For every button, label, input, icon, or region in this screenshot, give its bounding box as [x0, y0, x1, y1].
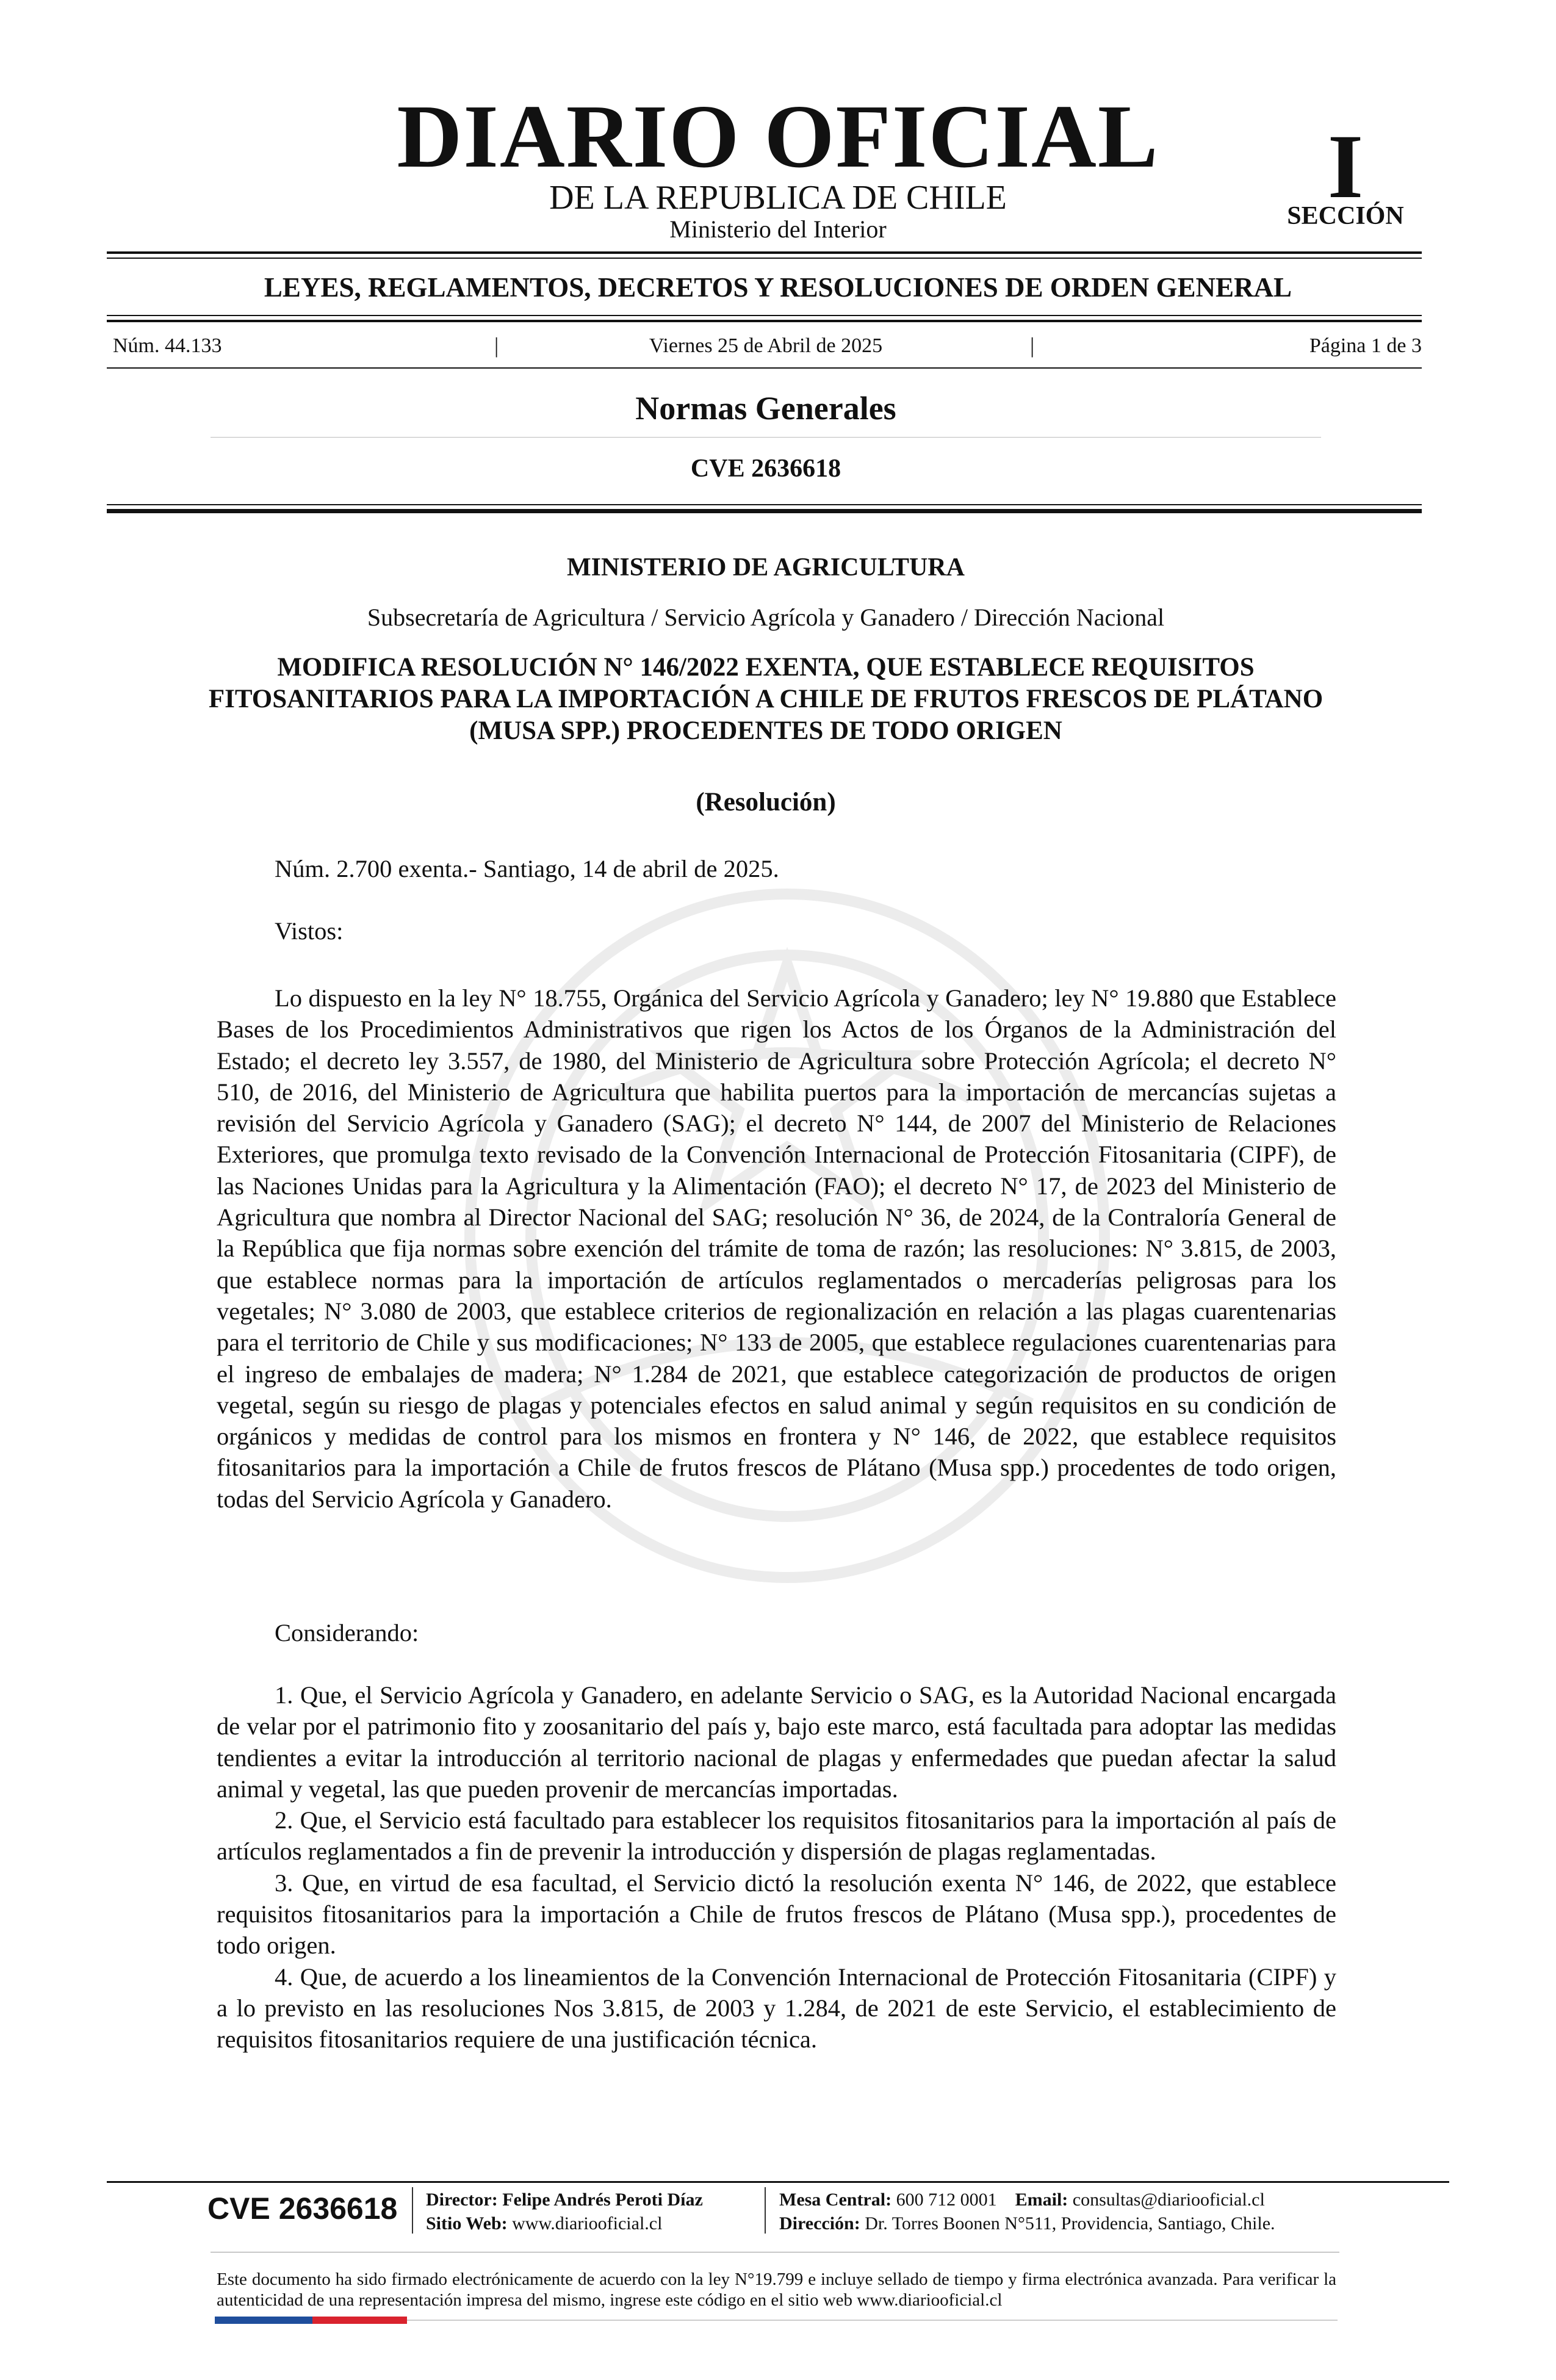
- issuing-ministry: MINISTERIO DE AGRICULTURA: [567, 554, 965, 582]
- considerando-heading: Considerando:: [275, 1619, 419, 1646]
- section-title-rule: [211, 437, 1321, 438]
- footer-address: Dirección: Dr. Torres Boonen N°511, Providencia, Santiago, Chile.: [779, 2213, 1275, 2234]
- considerando-item: 3. Que, en virtud de esa facultad, el Servicio dictó la resolución exenta N° 146, de 2022, que establece requisitos fitosanitarios para la importación a Chile de frutos frescos de Plátano (Musa spp.), procedentes de todo origen.: [217, 1869, 1336, 1960]
- resolution-title: MODIFICA RESOLUCIÓN N° 146/2022 EXENTA, QUE ESTABLECE REQUISITOS FITOSANITARIOS PARA LA IMPORTACIÓN A CHILE DE FRUTOS FRESCOS DE PLÁTANO (MUSA SPP.) PROCEDENTES DE TODO ORIGEN: [208, 653, 1324, 745]
- considerando-item: 2. Que, el Servicio está facultado para establecer los requisitos fitosanitarios para la importación al país de artículos reglamentados a fin de prevenir la introducción y dispersión de plagas reglamentadas.: [217, 1806, 1336, 1866]
- issue-separator: |: [1030, 333, 1035, 358]
- footer-director: Director: Felipe Andrés Peroti Díaz: [426, 2190, 703, 2210]
- category-rule-thin: [107, 315, 1422, 316]
- issue-rule: [107, 367, 1422, 369]
- category-heading: LEYES, REGLAMENTOS, DECRETOS Y RESOLUCIONES DE ORDEN GENERAL: [264, 272, 1292, 303]
- footer-divider: [765, 2187, 766, 2234]
- flag-bar-line: [407, 2320, 1338, 2321]
- footer-divider: [412, 2187, 413, 2234]
- flag-bar-blue: [215, 2317, 312, 2324]
- flag-bar-red: [312, 2317, 407, 2324]
- cve-rule-thin: [107, 504, 1422, 505]
- page-indicator: Página 1 de 3: [1309, 334, 1422, 357]
- section-label: SECCIÓN: [1287, 202, 1404, 230]
- issue-date: Viernes 25 de Abril de 2025: [649, 334, 883, 357]
- footer-notice: Este documento ha sido firmado electrónicamente de acuerdo con la ley N°19.799 e incluye sellado de tiempo y firma electrónica avanzada. Para verificar la autenticidad de una representación impresa del mismo, ingrese este código en el sitio web www.diariooficial.cl: [217, 2270, 1336, 2310]
- issue-number: Núm. 44.133: [113, 334, 222, 357]
- resolution-type: (Resolución): [696, 788, 836, 817]
- masthead-subtitle: DE LA REPUBLICA DE CHILE: [549, 179, 1007, 217]
- cve-rule: [107, 509, 1422, 513]
- footer-rule: [107, 2181, 1449, 2183]
- issuing-subsecretaria: Subsecretaría de Agricultura / Servicio Agrícola y Ganadero / Dirección Nacional: [367, 604, 1165, 631]
- footer-contact: Mesa Central: 600 712 0001 Email: consultas@diariooficial.cl: [779, 2190, 1265, 2210]
- footer-website: Sitio Web: www.diariooficial.cl: [426, 2213, 663, 2234]
- considerando-item: 4. Que, de acuerdo a los lineamientos de la Convención Internacional de Protección Fitosanitaria (CIPF) y a lo previsto en las resoluciones Nos 3.815, de 2003 y 1.284, de 2021 de este Servicio, el establecimiento de requisitos fitosanitarios requiere de una justificación técnica.: [217, 1963, 1336, 2054]
- issue-separator: |: [494, 333, 499, 358]
- masthead-rule-top: [107, 251, 1422, 254]
- category-rule: [107, 320, 1422, 322]
- considerando-item: 1. Que, el Servicio Agrícola y Ganadero, en adelante Servicio o SAG, es la Autoridad Nacional encargada de velar por el patrimonio fito y zoosanitario del país y, bajo este marco, está facultada para adoptar las medidas tendientes a evitar la introducción al territorio nacional de plagas y enfermedades que puedan afectar la salud animal y vegetal, las que pueden provenir de mercancías importadas.: [217, 1681, 1336, 1803]
- vistos-paragraph: Lo dispuesto en la ley N° 18.755, Orgánica del Servicio Agrícola y Ganadero; ley N° 19.880 que Establece Bases de los Procedimientos Administrativos que rigen los Actos de los Órganos de la Administración del Estado; el decreto ley 3.557, de 1980, del Ministerio de Agricultura sobre Protección Agrícola; el decreto N° 510, de 2016, del Ministerio de Agricultura que habilita puertos para la importación de mercancías sujetas a revisión del Servicio Agrícola y Ganadero (SAG); el decreto N° 144, de 2007 del Ministerio de Relaciones Exteriores, que promulga texto revisado de la Convención Internacional de Protección Fitosanitaria (CIPF), de las Naciones Unidas para la Agricultura y la Alimentación (FAO); el decreto N° 17, de 2023 del Ministerio de Agricultura que nombra al Director Nacional del SAG; resolución N° 36, de 2024, de la Contraloría General de la República que fija normas sobre exención del trámite de toma de razón; las resoluciones: N° 3.815, de 2003, que establece normas para la importación de artículos reglamentados o mercaderías peligrosas para los vegetales; N° 3.080 de 2003, que establece criterios de regionalización en relación a las plagas cuarentenarias para el territorio de Chile y sus modificaciones; N° 133 de 2005, que establece regulaciones cuarentenarias para el ingreso de embalajes de madera; N° 1.284 de 2021, que establece categorización de productos de origen vegetal, según su riesgo de plagas y potenciales efectos en salud animal y según requisitos en su condición de orgánicos y medidas de control para los mismos en frontera y N° 146, de 2022, que establece requisitos fitosanitarios para la importación a Chile de frutos frescos de Plátano (Musa spp.) procedentes de todo origen, todas del Servicio Agrícola y Ganadero.: [217, 984, 1336, 1513]
- considerando-list: [217, 1679, 1336, 2055]
- masthead-title: DIARIO OFICIAL: [397, 87, 1159, 187]
- section-number: I: [1327, 116, 1364, 217]
- footer-cve-code: CVE 2636618: [207, 2191, 398, 2226]
- footer-email-link[interactable]: consultas@diariooficial.cl: [1072, 2190, 1265, 2210]
- cve-code: CVE 2636618: [690, 455, 841, 483]
- masthead-ministry: Ministerio del Interior: [669, 215, 887, 243]
- section-title: Normas Generales: [635, 390, 896, 427]
- resolution-number-line: Núm. 2.700 exenta.- Santiago, 14 de abril de 2025.: [275, 855, 779, 882]
- vistos-heading: Vistos:: [275, 917, 344, 945]
- masthead-rule-top-thin: [107, 258, 1422, 259]
- footer-website-link[interactable]: www.diariooficial.cl: [512, 2213, 663, 2234]
